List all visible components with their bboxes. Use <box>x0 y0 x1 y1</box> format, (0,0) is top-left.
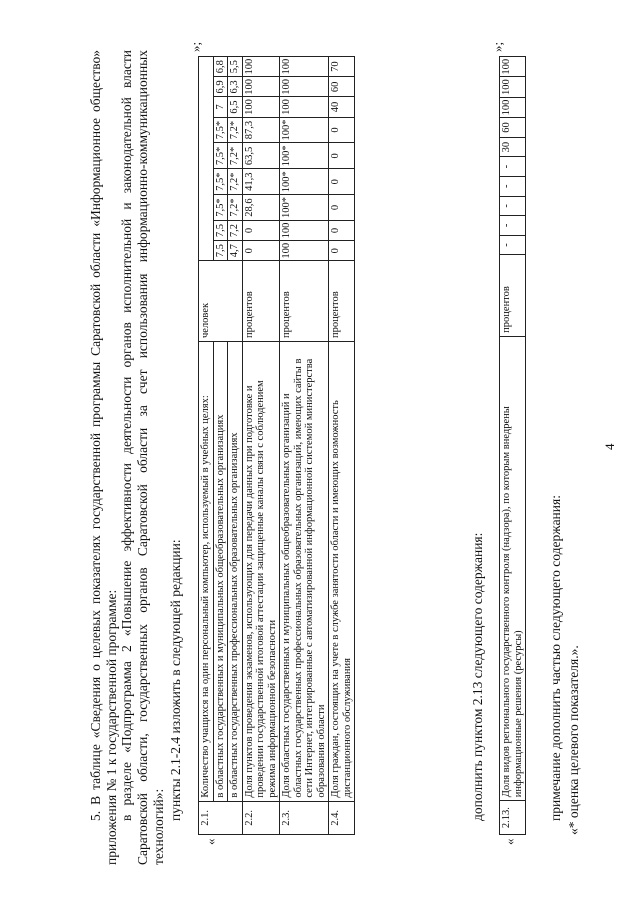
row-number: 2.2. <box>242 801 280 834</box>
value-cell: 7,5* <box>213 143 228 169</box>
value-cell: 0 <box>329 195 355 221</box>
table-row <box>329 57 355 835</box>
value-cell: 0 <box>329 143 355 169</box>
value-cell: 0 <box>329 169 355 195</box>
indicator-unit: человек <box>199 261 243 342</box>
value-cell: 100* <box>280 117 329 143</box>
value-cell: 70 <box>329 57 355 77</box>
value-cell: 7 <box>213 97 228 117</box>
value-cell: 30 <box>500 137 526 157</box>
value-cell: 7,5* <box>213 195 228 221</box>
table-row <box>242 57 280 835</box>
value-cell: 7,5 <box>213 241 228 261</box>
value-cell: 100* <box>280 143 329 169</box>
value-cell: 41,3 <box>242 169 280 195</box>
indicator-unit: процентов <box>500 255 526 337</box>
closing-quote: »; <box>188 41 203 52</box>
value-cell: 0 <box>242 220 280 240</box>
closing-quote: »; <box>490 41 505 52</box>
value-cell: 63,5 <box>242 143 280 169</box>
value-cell: 100 <box>500 57 526 77</box>
value-cell: 7,5 <box>213 220 228 240</box>
indicator-name: Доля видов регионального государственного контроля (надзора), по которым внедрены информационные решения (ресурсы) <box>500 336 526 800</box>
page-number: 4 <box>602 443 617 450</box>
value-cell: 100 <box>280 77 329 97</box>
value-cell: 6,8 <box>213 57 228 77</box>
empty-cell <box>199 57 214 261</box>
value-cell: 7,2 <box>228 220 243 240</box>
value-cell: 7,2* <box>228 169 243 195</box>
table-row <box>199 57 214 835</box>
opening-quote: « <box>203 838 218 845</box>
value-cell: 5,5 <box>228 57 243 77</box>
value-cell: 100* <box>280 169 329 195</box>
value-cell: 100* <box>280 195 329 221</box>
indicator-name: Доля областных государственных и муниципальных общеобразовательных организаций и областных государственных профессиональных образовательных организаций, имеющих сайты в сети Интернет, интегрированные с автоматизированной информационной системой министерства образования области <box>280 342 329 802</box>
table-row <box>500 57 526 835</box>
indicator-unit: процентов <box>242 261 280 342</box>
value-cell: 60 <box>500 118 526 138</box>
mid-text: дополнить пунктом 2.13 следующего содержания: <box>470 532 485 821</box>
row-number: 2.3. <box>280 801 329 834</box>
value-cell: 100 <box>280 241 329 261</box>
value-cell: 100 <box>280 220 329 240</box>
value-cell: 100 <box>242 57 280 77</box>
value-cell: 6,5 <box>228 97 243 117</box>
intro-paragraph-3: пункты 2.1-2.4 изложить в следующей редакции: <box>168 539 183 821</box>
indicator-unit: процентов <box>329 261 355 342</box>
value-cell: - <box>500 196 526 216</box>
note-intro: примечание дополнить частью следующего содержания: <box>548 495 563 821</box>
value-cell: - <box>500 157 526 177</box>
value-cell: 100 <box>280 97 329 117</box>
value-cell: 28,6 <box>242 195 280 221</box>
indicator-name: Доля пунктов проведения экзаменов, использующих для передачи данных при подготовке и проведении государственной итоговой аттестации защищенные каналы связи с соблюдением режима информационной безопасности <box>242 342 280 802</box>
added-indicator-table <box>499 56 526 835</box>
value-cell: 60 <box>329 77 355 97</box>
indicator-name: в областных государственных профессиональных образовательных организациях <box>228 342 243 802</box>
value-cell: 100 <box>280 57 329 77</box>
value-cell: 7,2* <box>228 195 243 221</box>
value-cell: 4,7 <box>228 241 243 261</box>
indicator-name: в областных государственных и муниципальных общеобразовательных организациях <box>213 342 228 802</box>
value-cell: 7,2* <box>228 143 243 169</box>
indicators-table <box>198 56 355 835</box>
value-cell: 7,5* <box>213 117 228 143</box>
value-cell: 100 <box>500 97 526 117</box>
value-cell: 7,5* <box>213 169 228 195</box>
value-cell: 40 <box>329 97 355 117</box>
intro-paragraph-2: в разделе «Подпрограмма 2 «Повышение эффективности деятельности органов исполнительной и законодательной власти Саратовской области, государственных органов Саратовской области за счет использования информационно-коммуникационных технологий»: <box>119 50 166 865</box>
value-cell: - <box>500 176 526 196</box>
indicator-unit: процентов <box>280 261 329 342</box>
row-number: 2.4. <box>329 801 355 834</box>
indicator-name: Доля граждан, состоящих на учете в службе занятости области и имеющих возможность дистанционного обслуживания <box>329 342 355 802</box>
value-cell: 6,9 <box>213 77 228 97</box>
indicator-name: Количество учащихся на один персональный компьютер, используемый в учебных целях: <box>199 342 214 802</box>
value-cell: 100 <box>500 77 526 97</box>
note-text: «* оценка целевого показателя.». <box>566 645 581 835</box>
value-cell: 0 <box>242 241 280 261</box>
row-number: 2.1. <box>199 801 243 834</box>
value-cell: 100 <box>242 97 280 117</box>
value-cell: 87,3 <box>242 117 280 143</box>
opening-quote: « <box>502 838 517 845</box>
table-row <box>280 57 329 835</box>
value-cell: 0 <box>329 117 355 143</box>
value-cell: 7,2* <box>228 117 243 143</box>
row-number: 2.13. <box>500 801 526 835</box>
intro-paragraph-1: 5. В таблице «Сведения о целевых показателях государственной программы Саратовской области «Информационное общество» приложения № 1 к государственной программе: <box>88 50 119 865</box>
table-row <box>213 57 228 835</box>
value-cell: 100 <box>242 77 280 97</box>
value-cell: - <box>500 216 526 236</box>
value-cell: 0 <box>329 220 355 240</box>
value-cell: 6,3 <box>228 77 243 97</box>
value-cell: 0 <box>329 241 355 261</box>
value-cell: - <box>500 235 526 255</box>
table-row <box>228 57 243 835</box>
